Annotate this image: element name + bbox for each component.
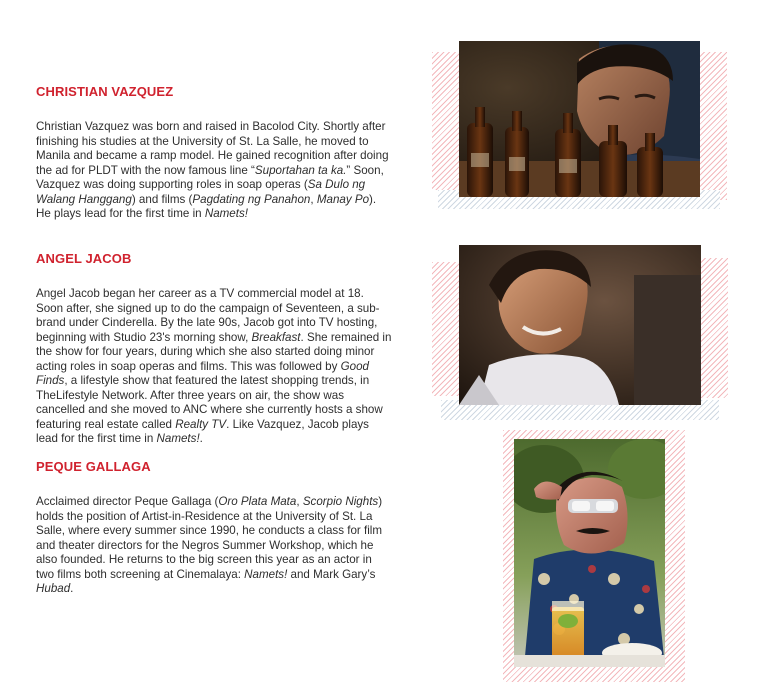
text-run: . Like Vazquez, Jacob plays lead for the first time in: [36, 417, 369, 445]
bio-heading: ANGEL JACOB: [36, 251, 132, 266]
photo-angel-jacob: [459, 245, 701, 405]
decor-stripe: [432, 52, 462, 190]
text-run: . She remained in the show for four years, during which she also started doing minor acting roles in soap operas and films. This was followed by: [36, 330, 392, 373]
italic-text: Pagdating ng Panahon: [192, 192, 311, 206]
italic-text: Good Finds: [36, 359, 369, 387]
text-run: Christian Vazquez was born and raised in Bacolod City. Shortly after finishing his studies at the University of St. La Salle, he moved to Manila and became a ramp model. He gained recognition after doing the ad for PLDT with the now famous line “: [36, 120, 389, 177]
italic-text: Oro Plata Mata: [218, 495, 297, 508]
italic-text: Namets!: [156, 432, 200, 445]
text-run: ). He plays lead for the first time in: [36, 192, 377, 220]
text-run: ) and films (: [131, 192, 193, 206]
bio-christian-vazquez: [36, 84, 392, 222]
text-run: ) holds the position of Artist-in-Residence at the University of St. La Salle, where every summer since 1990, he conducts a class for film and theater directors for the Negros Summer Workshop, which he also founded. He returns to the big screen this year as an actor in two films both screening at Cinemalaya:: [36, 495, 383, 581]
bio-angel-jacob: [36, 251, 392, 447]
text-run: Acclaimed director Peque Gallaga (: [36, 495, 219, 508]
italic-text: Suportahan ta ka.: [254, 163, 347, 177]
photo-christian-vazquez: [459, 41, 700, 197]
text-run: ” Soon, Vazquez was doing supporting roles in soap operas (: [36, 163, 384, 191]
italic-text: Namets!: [204, 207, 248, 220]
bio-text: [36, 120, 392, 222]
bio-heading: CHRISTIAN VAZQUEZ: [36, 84, 174, 99]
decor-stripe: [432, 262, 462, 396]
italic-text: Manay Po: [316, 192, 370, 206]
text-run: , a lifestyle show that featured the latest shopping trends, in TheLifestyle Network. After three years on air, the show was cancelled and she moved to ANC where she currently hosts a show featuring real estate called: [36, 374, 383, 431]
decor-stripe: [699, 258, 728, 398]
decor-stripe: [698, 52, 727, 200]
bio-heading: PEQUE GALLAGA: [36, 459, 151, 474]
bio-text: [36, 287, 392, 447]
text-run: .: [70, 582, 74, 595]
italic-text: Breakfast: [251, 330, 301, 344]
text-run: ,: [310, 192, 317, 206]
text-run: ,: [296, 495, 303, 508]
text-run: Angel Jacob began her career as a TV commercial model at 18. Soon after, she signed up to do the campaign of Seventeen, a sub-brand under Cinderella. By the late 90s, Jacob got into TV hosting, beginning with Studio 23's morning show,: [36, 287, 380, 344]
italic-text: Hubad: [36, 582, 71, 595]
italic-text: Sa Dulo ng Walang Hanggang: [36, 178, 366, 206]
text-run: and Mark Gary’s: [287, 567, 376, 581]
italic-text: Realty TV: [175, 417, 227, 431]
text-run: .: [199, 432, 203, 445]
bio-peque-gallaga: [36, 459, 392, 597]
bio-text: [36, 495, 392, 597]
italic-text: Scorpio Nights: [302, 495, 379, 508]
photo-peque-gallaga: [514, 439, 665, 667]
italic-text: Namets!: [244, 567, 288, 581]
